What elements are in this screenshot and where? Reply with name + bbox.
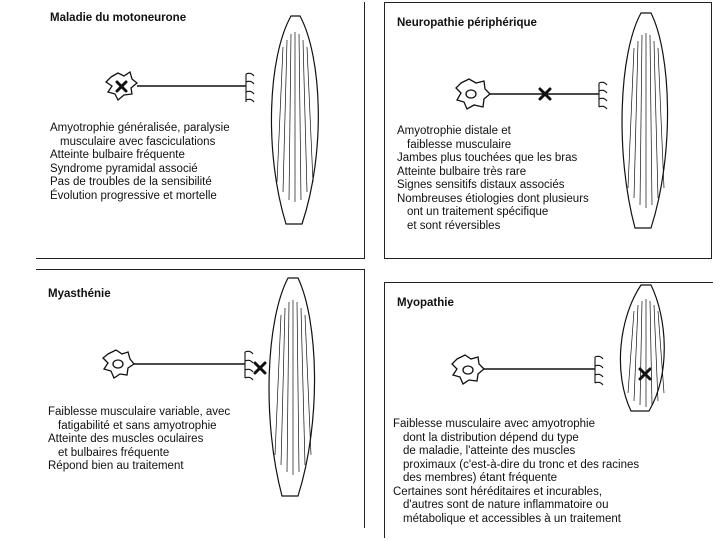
panel-myasthenia (36, 269, 365, 528)
description-line: proximaux (c'est-à-dire du tronc et des racines (403, 458, 640, 471)
nerve-terminal-icon (599, 82, 607, 109)
description-line: Faiblesse musculaire variable, avec (48, 406, 231, 418)
description-line: Amyotrophie distale et (397, 125, 511, 137)
description-line: Atteinte des muscles oculaires (48, 433, 204, 445)
panel-motor-neuron-disease (36, 2, 365, 259)
neuron-muscle-diagram (36, 270, 364, 528)
description-line: de maladie, l'atteinte des muscles (403, 445, 576, 457)
description-line: des membres) étant fréquente (403, 472, 558, 484)
description-line: Jambes plus touchées que les bras (397, 152, 578, 164)
neuron-cell-icon (456, 79, 490, 109)
description-list (48, 406, 230, 474)
panel-title: Maladie du motoneurone (50, 12, 187, 24)
description-line: Amyotrophie généralisée, paralysie (50, 122, 230, 134)
nerve-terminal-icon (595, 356, 603, 385)
description-list (50, 122, 230, 203)
description-line: ont un traitement spécifique (407, 206, 549, 218)
description-line: Syndrome pyramidal associé (50, 162, 198, 175)
description-line: Pas de troubles de la sensibilité (50, 176, 212, 188)
description-line: Certaines sont héréditaires et incurables, (393, 485, 603, 498)
muscle-icon (622, 13, 668, 228)
nerve-terminal-icon (245, 351, 253, 380)
description-line: musculaire avec fasciculations (60, 135, 216, 148)
description-list (393, 418, 639, 526)
description-line: fatigabilité et sans amyotrophie (58, 419, 217, 432)
description-line: Signes sensitifs distaux associés (397, 179, 565, 191)
muscle-icon (271, 16, 318, 224)
muscle-icon (269, 278, 315, 496)
description-line: faiblesse musculaire (407, 138, 512, 151)
description-line: Nombreuses étiologies dont plusieurs (397, 192, 589, 205)
muscle-icon (620, 285, 664, 411)
description-line: dont la distribution dépend du type (403, 431, 579, 444)
panel-title: Myasthénie (48, 288, 111, 300)
description-line: Répond bien au traitement (48, 460, 184, 472)
panel-title: Neuropathie périphérique (397, 17, 537, 29)
description-line: Atteinte bulbaire fréquente (50, 149, 185, 161)
description-line: d'autres sont de nature inflammatoire ou (403, 499, 609, 511)
description-list (397, 125, 589, 233)
neuron-cell-icon (452, 355, 484, 384)
nerve-terminal-icon (246, 73, 254, 102)
neuron-cell-icon (103, 350, 134, 378)
panel-peripheral-neuropathy (384, 2, 712, 259)
description-line: et sont réversibles (407, 219, 501, 232)
description-line: Faiblesse musculaire avec amyotrophie (393, 418, 595, 430)
description-line: Évolution progressive et mortelle (50, 189, 217, 202)
description-line: métabolique et accessibles à un traitement (403, 512, 621, 525)
lesion-cross-icon (255, 363, 265, 373)
description-line: Atteinte bulbaire très rare (397, 165, 527, 178)
panel-myopathy (384, 282, 713, 538)
panel-title: Myopathie (397, 297, 454, 309)
description-line: et bulbaires fréquente (58, 446, 170, 459)
